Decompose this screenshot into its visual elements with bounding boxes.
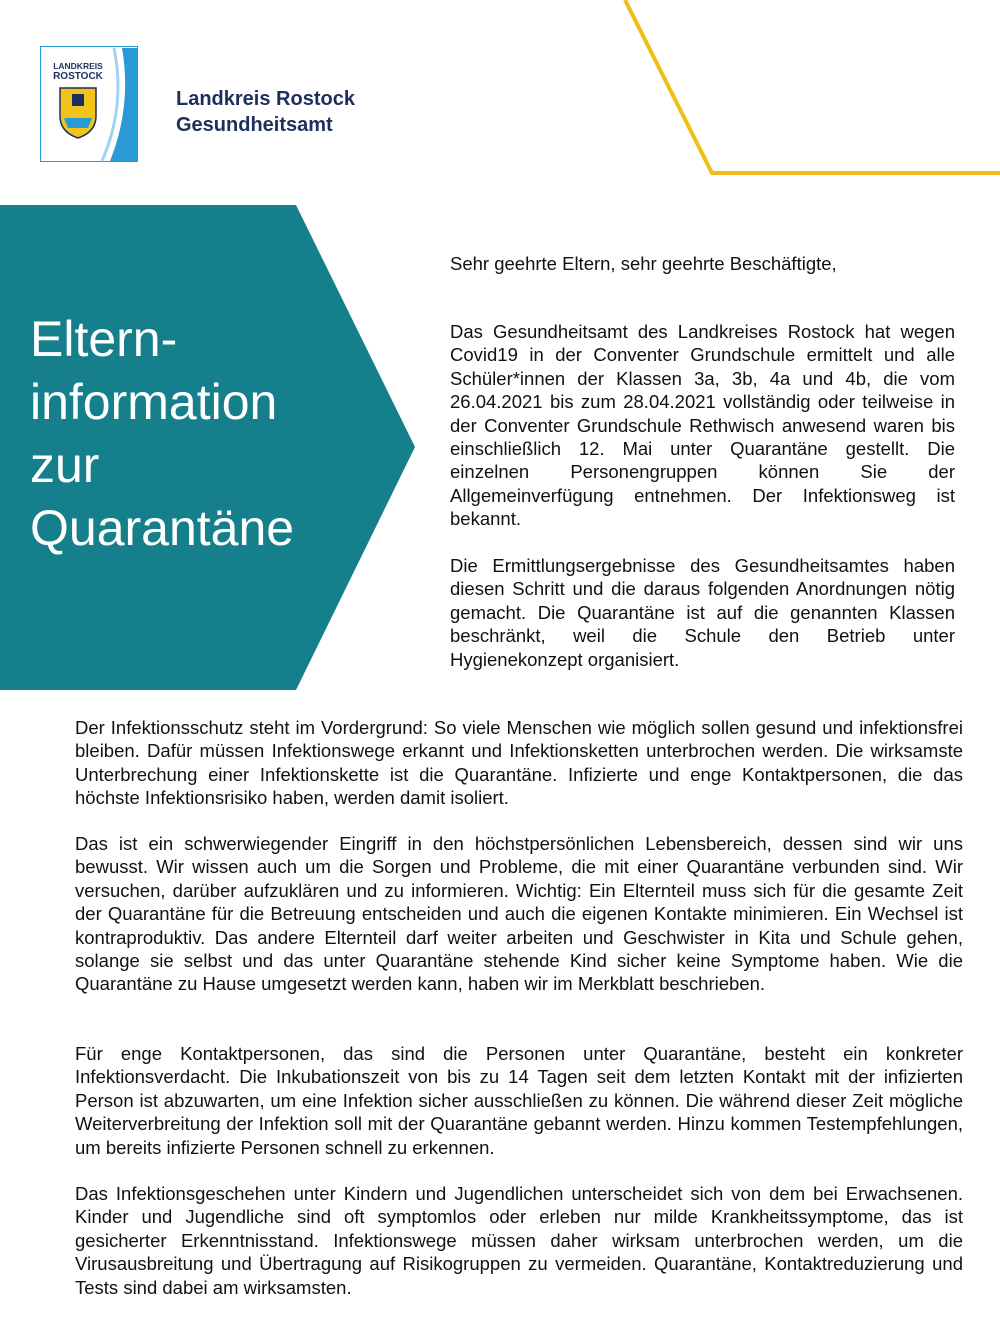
paragraph: Das ist ein schwerwiegender Eingriff in den höchstpersönlichen Lebensbereich, dessen sind wir uns bewusst. Wir wissen auch um die Sorgen und Probleme, die mit einer Quarantäne verbunden sind. Wir versuchen, darüber aufzuklären und zu informieren. Wichtig: Ein Elternteil muss sich für die gesamte Zeit der Quarantäne für die Betreuung entscheiden und auch die eigenen Kontakte minimieren. Ein Wechsel ist kontraproduktiv. Das andere Elternteil darf weiter arbeiten und Geschwister in Kita und Schule gehen, solange sie selbst und das unter Quarantäne stehende Kind sicher keine Symptome haben. Wie die Quarantäne zu Hause umgesetzt werden kann, haben wir im Merkblatt beschrieben. bbox=[75, 833, 963, 995]
header-line-2: Gesundheitsamt bbox=[176, 114, 333, 136]
paragraph: Für enge Kontaktpersonen, das sind die Personen unter Quarantäne, besteht ein konkreter Infektionsverdacht. Die Inkubationszeit von bis zu 14 Tagen seit dem letzten Kontakt mit der infizierten Person ist abzuwarten, um eine Infektion sicher ausschließen zu können. Die während dieser Zeit mögliche Weiterverbreitung der Infektion soll mit der Quarantäne gebannt werden. Hinzu kommen Testempfehlungen, um bereits infizierte Personen schnell zu erkennen. bbox=[75, 1043, 963, 1158]
banner-line-3: zur bbox=[30, 437, 100, 493]
paragraph: Der Infektionsschutz steht im Vordergrund: So viele Menschen wie möglich sollen gesund und infektionsfrei bleiben. Dafür müssen Infektionswege erkannt und Infektionsketten unterbrochen werden. Die wirksamste Unterbrechung einer Infektionskette ist die Quarantäne. Infizierte und enge Kontaktpersonen, die das höchste Infektionsrisiko haben, werden damit isoliert. bbox=[75, 717, 963, 809]
banner-line-2: information bbox=[30, 374, 278, 430]
logo-line-2: ROSTOCK bbox=[53, 71, 103, 82]
accent-line bbox=[0, 0, 1000, 180]
banner-line-1: Eltern- bbox=[30, 311, 178, 367]
banner-title bbox=[30, 308, 294, 560]
logo-text bbox=[48, 62, 108, 82]
header-line-1: Landkreis Rostock bbox=[176, 88, 355, 110]
header-title bbox=[176, 86, 355, 138]
logo-line-1: LANDKREIS bbox=[53, 61, 103, 71]
paragraph: Das Gesundheitsamt des Landkreises Rostock hat wegen Covid19 in der Conventer Grundschule ermittelt und alle Schüler*innen der Klassen 3a, 3b, 4a und 4b, die vom 26.04.2021 bis zum 28.04.2021 vollständig oder teilweise in der Conventer Grundschule Rethwisch anwesend waren bis einschließlich 12. Mai unter Quarantäne gestellt. Die einzelnen Personengruppen können Sie der Allgemeinverfügung entnehmen. Der Infektionsweg ist bekannt. bbox=[450, 321, 955, 530]
paragraph: Das Infektionsgeschehen unter Kindern und Jugendlichen unterscheidet sich von dem bei Erwachsenen. Kinder und Jugendliche sind oft symptomlos oder erleben nur milde Krankheitssymptome, das ist gesicherter Erkenntnisstand. Infektionswege müssen daher wirksam unterbrochen werden, um die Virusausbreitung und Übertragung auf Risikogruppen zu vermeiden. Quarantäne, Kontaktreduzierung und Tests sind dabei am wirksamsten. bbox=[75, 1183, 963, 1298]
paragraph: Die Ermittlungsergebnisse des Gesundheitsamtes haben diesen Schritt und die daraus folgenden Anordnungen nötig gemacht. Die Quarantäne ist auf die genannten Klassen beschränkt, weil die Schule den Betrieb unter Hygienekonzept organisiert. bbox=[450, 555, 955, 670]
banner-line-4: Quarantäne bbox=[30, 500, 295, 556]
salutation: Sehr geehrte Eltern, sehr geehrte Beschäftigte, bbox=[450, 253, 837, 274]
